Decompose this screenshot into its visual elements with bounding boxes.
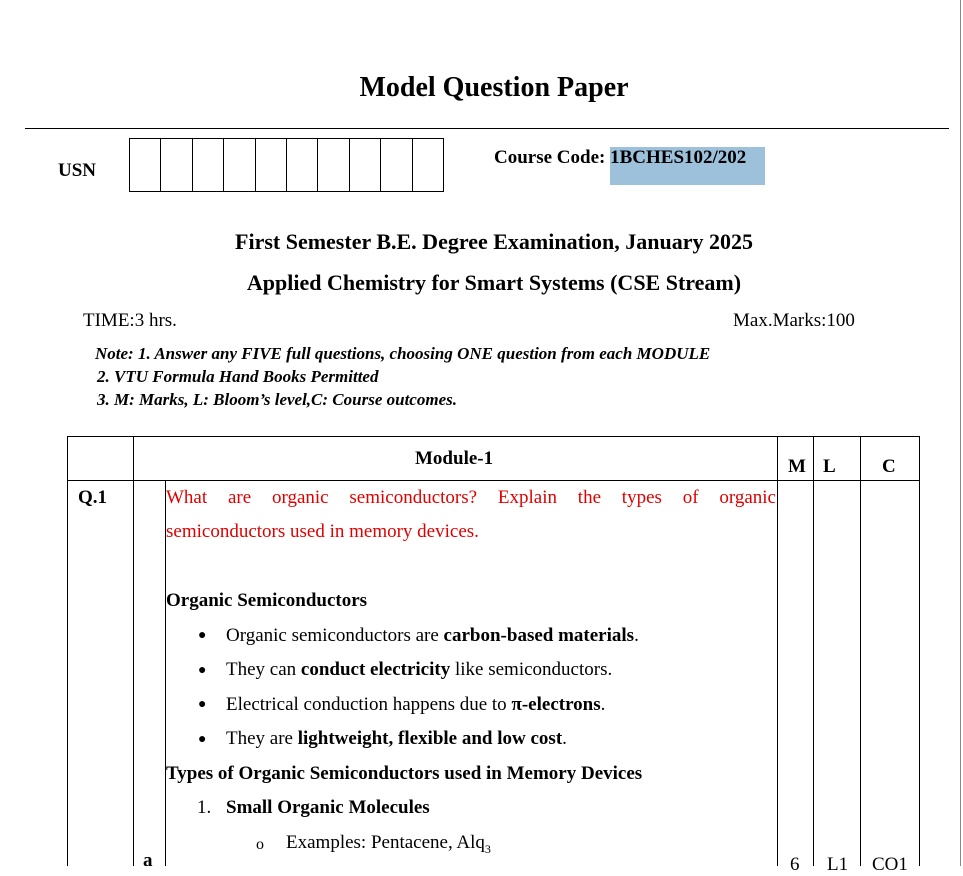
list-item: Small Organic Molecules <box>226 797 430 818</box>
title-divider <box>25 128 949 129</box>
bullet-dot-icon: ● <box>198 732 207 747</box>
usn-digit-box <box>223 138 255 192</box>
table-col-divider <box>813 436 814 866</box>
page-title: Model Question Paper <box>359 72 629 103</box>
usn-box-grid <box>130 138 444 192</box>
types-heading: Types of Organic Semiconductors used in Memory Devices <box>166 763 643 784</box>
co-value: CO1 <box>872 854 908 875</box>
question-text-line-1: What are organic semiconductors? Explain the types of organic <box>166 487 776 508</box>
sub-bullet-icon: o <box>256 836 264 853</box>
note-line-2: 2. VTU Formula Hand Books Permitted <box>97 367 379 386</box>
usn-digit-box <box>317 138 349 192</box>
bullet-dot-icon: ● <box>198 628 207 643</box>
note-line-1: Note: 1. Answer any FIVE full questions, choosing ONE question from each MODULE <box>95 344 711 363</box>
course-code-value: 1BCHES102/202 <box>610 147 765 185</box>
bullet-dot-icon: ● <box>198 663 207 678</box>
subject-title: Applied Chemistry for Smart Systems (CSE Stream) <box>246 270 742 295</box>
usn-digit-box <box>380 138 412 192</box>
usn-digit-box <box>286 138 318 192</box>
module-heading: Module-1 <box>415 448 494 469</box>
level-value: L1 <box>827 854 849 875</box>
usn-digit-box <box>129 138 161 192</box>
sub-part-label: a <box>143 850 153 871</box>
answer-heading: Organic Semiconductors <box>166 590 368 611</box>
note-line-3: 3. M: Marks, L: Bloom’s level,C: Course outcomes. <box>97 390 457 409</box>
usn-digit-box <box>412 138 444 192</box>
usn-digit-box <box>349 138 381 192</box>
question-number: Q.1 <box>78 487 108 508</box>
col-header-marks: M <box>788 456 806 477</box>
duration: TIME:3 hrs. <box>83 310 177 331</box>
col-header-co: C <box>882 456 896 477</box>
course-code-label: Course Code: <box>494 147 606 168</box>
usn-digit-box <box>160 138 192 192</box>
table-col-divider <box>777 436 778 866</box>
usn-digit-box <box>255 138 287 192</box>
answer-bullet: Organic semiconductors are carbon-based materials. <box>226 625 639 646</box>
course-code-block <box>494 147 765 185</box>
answer-bullet: They are lightweight, flexible and low cost. <box>226 728 567 749</box>
question-text-line-2: semiconductors used in memory devices. <box>166 521 479 542</box>
answer-bullet: Electrical conduction happens due to π-electrons. <box>226 694 606 715</box>
col-header-level: L <box>823 456 836 477</box>
table-right-border <box>919 436 920 866</box>
max-marks: Max.Marks:100 <box>733 310 855 331</box>
exam-title: First Semester B.E. Degree Examination, January 2025 <box>235 229 753 254</box>
list-number: 1. <box>197 797 212 818</box>
marks-value: 6 <box>790 854 800 875</box>
usn-label: USN <box>58 160 97 181</box>
table-left-border <box>67 436 68 866</box>
bullet-dot-icon: ● <box>198 697 207 712</box>
table-top-border <box>67 436 920 437</box>
answer-bullet: They can conduct electricity like semiconductors. <box>226 659 613 680</box>
table-col-divider <box>860 436 861 866</box>
table-col-divider <box>133 436 134 866</box>
sub-list-item: Examples: Pentacene, Alq$_3$ <box>286 832 491 856</box>
page-edge-line <box>960 0 961 866</box>
usn-digit-box <box>192 138 224 192</box>
